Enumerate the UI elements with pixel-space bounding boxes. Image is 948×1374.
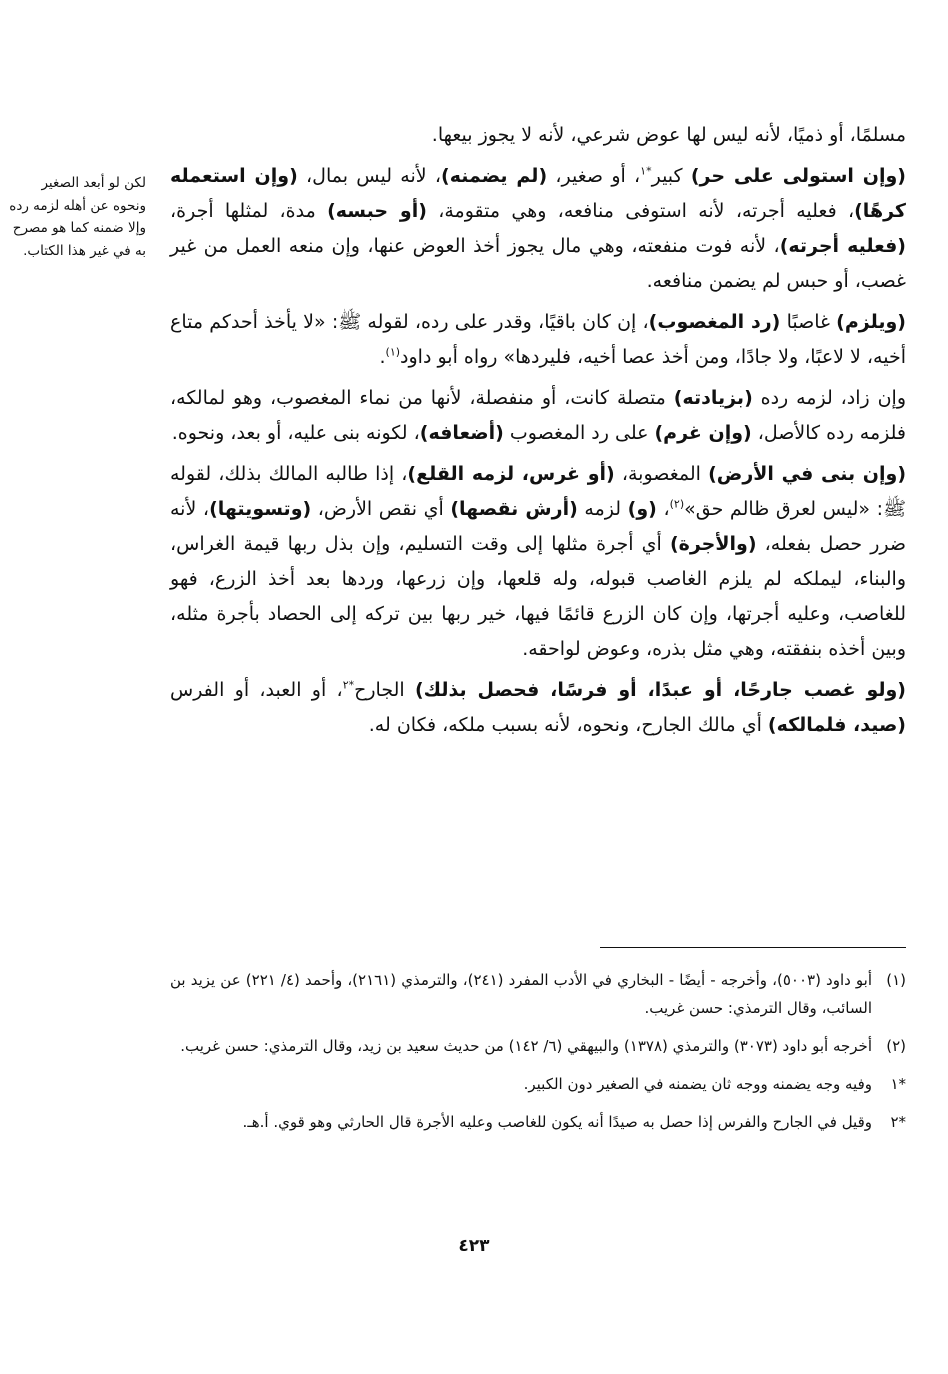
note-reference: (١) bbox=[385, 345, 401, 359]
footnote-text: أخرجه أبو داود (٣٠٧٣) والترمذي (١٣٧٨) والبيهقي (٦/ ١٤٢) من حديث سعيد بن زيد، وقال الترمذي: حسن غريب. bbox=[180, 1037, 872, 1055]
sharh-text: ، أو صغير، bbox=[547, 165, 641, 187]
footnote-marker: (٢) bbox=[886, 1037, 906, 1055]
footnote-separator bbox=[600, 947, 906, 948]
footnote-marker: *١ bbox=[890, 1075, 906, 1093]
matn-text: (أضعافه) bbox=[419, 422, 504, 444]
sharh-text: ، فعليه أجرته، لأنه استوفى منافعه، وهي متقومة، bbox=[426, 200, 855, 222]
matn-text: (رد المغصوب) bbox=[648, 311, 781, 333]
sharh-text: الجارح bbox=[354, 679, 415, 701]
sharh-text: مسلمًا، أو ذميًا، لأنه ليس لها عوض شرعي، لأنه لا يجوز بيعها. bbox=[431, 124, 906, 146]
matn-text: (وإن استولى على حر) bbox=[690, 165, 906, 187]
body-paragraph bbox=[170, 381, 906, 451]
sharh-text: ، إن كان باقيًا، وقدر على رده، لقوله ﷺ: «لا يأخذ أحدكم متاع أخيه، لا لاعبًا، ولا جادًا، ومن أخذ عصا أخيه، فليردها» رواه أبو داود bbox=[170, 311, 906, 368]
sharh-text: ، لأنه ضرر حصل بفعله، bbox=[170, 498, 906, 555]
body-paragraph bbox=[170, 159, 906, 299]
matn-text: (وإن بنى في الأرض) bbox=[708, 463, 907, 485]
sharh-text: . bbox=[379, 346, 386, 368]
sharh-text: المغصوبة، bbox=[614, 463, 709, 485]
footnote-marker: *٢ bbox=[890, 1113, 906, 1131]
sharh-text: أي أجرة مثلها إلى وقت التسليم، وإن بذل ربها قيمة الغراس، والبناء، ليملكه لم يلزم الغاصب قبوله، وله قلعها، وإن زرعها، وردها بعد أخذ الزرع، فهو للغاصب، وعليه أجرتها، وإن كان الزرع قائمًا فيها، خير ربها بين تركه إلى الحصاد بأجرة مثله، وبين أخذه بنفقته، وهي مثل بذره، وعوض لواحقه. bbox=[170, 533, 906, 660]
sharh-text: لزمه bbox=[577, 498, 628, 520]
body-paragraph bbox=[170, 305, 906, 375]
footnote-star-1 bbox=[170, 1070, 906, 1098]
sharh-text: مدة، لمثلها أجرة، bbox=[170, 200, 328, 222]
sharh-text: ، لكونه بنى عليه، أو بعد، ونحوه. bbox=[171, 422, 420, 444]
sharh-text: ، أو العبد، أو الفرس bbox=[170, 679, 343, 701]
page-number: ٤٢٣ bbox=[458, 1236, 490, 1256]
footnote-star-2 bbox=[170, 1108, 906, 1136]
sharh-text: وإن زاد، لزمه رده bbox=[752, 387, 906, 409]
matn-text: (أو غرس، لزمه القلع) bbox=[407, 463, 615, 485]
matn-text: (وإن غرم) bbox=[654, 422, 752, 444]
footnote-marker: (١) bbox=[886, 971, 906, 989]
footnote-2 bbox=[170, 1032, 906, 1060]
main-text bbox=[170, 118, 906, 743]
sharh-text: كبير bbox=[651, 165, 691, 187]
matn-text: (وتسويتها) bbox=[209, 498, 312, 520]
body-paragraph bbox=[170, 118, 906, 153]
margin-note: لكن لو أبعد الصغير ونحوه عن أهله لزمه رده وإلا ضمنه كما هو مصرح به في غير هذا الكتاب. bbox=[9, 175, 146, 259]
sharh-text: غاصبًا bbox=[780, 311, 837, 333]
matn-text: (ولو غصب جارحًا، أو عبدًا، أو فرسًا، فحصل بذلك) bbox=[414, 679, 906, 701]
matn-text: (بزيادته) bbox=[673, 387, 753, 409]
body-paragraph bbox=[170, 457, 906, 667]
note-reference: *٢ bbox=[342, 678, 355, 692]
matn-text: (و) bbox=[627, 498, 657, 520]
sharh-text: أي مالك الجارح، ونحوه، لأنه بسبب ملكه، فكان له. bbox=[368, 714, 768, 736]
sharh-text: ، لأنه ليس بمال، bbox=[297, 165, 442, 187]
matn-text: (ويلزم) bbox=[836, 311, 906, 333]
footnotes bbox=[170, 966, 906, 1146]
footnote-text: أبو داود (٥٠٠٣)، وأخرجه - أيضًا - البخاري في الأدب المفرد (٢٤١)، والترمذي (٢١٦١)، وأحمد (٤/ ٢٢١) عن يزيد بن السائب، وقال الترمذي: حسن غريب. bbox=[170, 971, 873, 1017]
sharh-text: ، إذا طالبه المالك بذلك، لقوله ﷺ: «ليس لعرق ظالم حق» bbox=[170, 463, 907, 520]
sharh-text: متصلة كانت، أو منفصلة، لأنها من نماء المغصوب، وهو لمالكه، فلزمه رده كالأصل، bbox=[170, 387, 906, 444]
matn-text: (لم يضمنه) bbox=[441, 165, 548, 187]
footnote-text: وفيه وجه يضمنه ووجه ثان يضمنه في الصغير دون الكبير. bbox=[523, 1075, 872, 1093]
matn-text: (صيد، فلمالكه) bbox=[767, 714, 906, 736]
note-reference: *١ bbox=[640, 164, 652, 178]
matn-text: (وإن استعمله كرهًا) bbox=[170, 165, 906, 222]
matn-text: (أرش نقصها) bbox=[450, 498, 578, 520]
footnote-1 bbox=[170, 966, 906, 1022]
sharh-text: على رد المغصوب bbox=[503, 422, 655, 444]
body-paragraph bbox=[170, 673, 906, 743]
note-reference: (٢) bbox=[669, 497, 685, 511]
sharh-text: أي نقص الأرض، bbox=[311, 498, 451, 520]
matn-text: (أو حبسه) bbox=[327, 200, 427, 222]
matn-text: (فعليه أجرته) bbox=[779, 235, 906, 257]
matn-text: (والأجرة) bbox=[669, 533, 757, 555]
footnote-text: وقيل في الجارح والفرس إذا حصل به صيدًا أنه يكون للغاصب وعليه الأجرة قال الحارثي وهو قوي. أ.هـ. bbox=[242, 1113, 872, 1131]
sharh-text: ، لأنه فوت منفعته، وهي مال يجوز أخذ العوض عنها، وإن منعه العمل من غير غصب، أو حبس لم يضمن منافعه. bbox=[170, 235, 906, 292]
sharh-text: ، bbox=[656, 498, 670, 520]
